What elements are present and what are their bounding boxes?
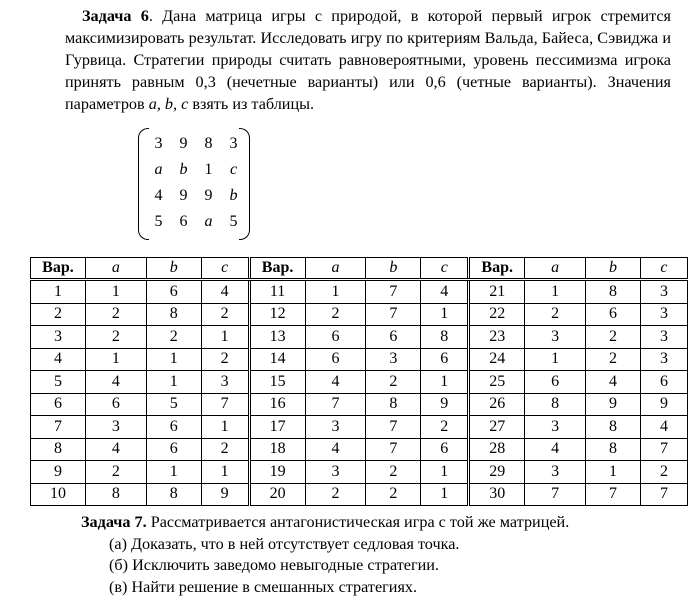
table-cell: 6 xyxy=(146,416,201,439)
column-header: b xyxy=(586,258,641,280)
table-cell: 21 xyxy=(469,280,525,304)
table-cell: 19 xyxy=(249,461,305,484)
table-cell: 1 xyxy=(201,416,249,439)
table-cell: 7 xyxy=(366,438,421,461)
table-cell: 8 xyxy=(586,438,641,461)
table-cell: 4 xyxy=(305,371,366,394)
matrix-cell: b xyxy=(179,161,188,178)
column-header: Вар. xyxy=(31,258,86,280)
matrix-cell: 5 xyxy=(154,213,163,230)
table-cell: 6 xyxy=(586,303,641,326)
table-cell: 5 xyxy=(31,371,86,394)
table-cell: 25 xyxy=(469,371,525,394)
task6-title: Задача 6 xyxy=(82,7,149,25)
table-cell: 1 xyxy=(146,461,201,484)
table-cell: 6 xyxy=(31,393,86,416)
table-cell: 2 xyxy=(201,303,249,326)
table-cell: 20 xyxy=(249,483,305,506)
table-cell: 1 xyxy=(201,326,249,349)
table-cell: 1 xyxy=(85,280,146,304)
table-cell: 2 xyxy=(640,461,687,484)
table-cell: 1 xyxy=(421,483,469,506)
table-cell: 2 xyxy=(586,326,641,349)
table-cell: 1 xyxy=(421,371,469,394)
table-cell: 8 xyxy=(85,483,146,506)
table-cell: 3 xyxy=(640,303,687,326)
table-cell: 1 xyxy=(305,280,366,304)
table-cell: 2 xyxy=(366,483,421,506)
table-cell: 3 xyxy=(525,416,586,439)
matrix-cell: 8 xyxy=(204,135,213,152)
table-cell: 9 xyxy=(201,483,249,506)
table-cell: 4 xyxy=(525,438,586,461)
table-cell: 3 xyxy=(201,371,249,394)
table-row xyxy=(31,303,688,326)
table-cell: 8 xyxy=(146,483,201,506)
table-cell: 14 xyxy=(249,348,305,371)
table-cell: 2 xyxy=(201,348,249,371)
column-header: a xyxy=(85,258,146,280)
table-cell: 1 xyxy=(525,348,586,371)
matrix-cell: 4 xyxy=(154,187,163,204)
matrix-cell: b xyxy=(229,187,238,204)
table-cell: 7 xyxy=(366,280,421,304)
table-cell: 2 xyxy=(146,326,201,349)
table-cell: 4 xyxy=(640,416,687,439)
table-cell: 11 xyxy=(249,280,305,304)
table-cell: 3 xyxy=(640,326,687,349)
matrix-cell: 9 xyxy=(179,135,188,152)
table-cell: 4 xyxy=(31,348,86,371)
table-cell: 2 xyxy=(85,303,146,326)
table-cell: 18 xyxy=(249,438,305,461)
table-cell: 7 xyxy=(640,483,687,506)
table-cell: 2 xyxy=(305,483,366,506)
table-row xyxy=(31,393,688,416)
table-cell: 6 xyxy=(366,326,421,349)
table-cell: 7 xyxy=(31,416,86,439)
table-cell: 1 xyxy=(201,461,249,484)
table-cell: 6 xyxy=(421,348,469,371)
table-cell: 13 xyxy=(249,326,305,349)
table-cell: 4 xyxy=(201,280,249,304)
table-cell: 4 xyxy=(421,280,469,304)
table-cell: 6 xyxy=(640,371,687,394)
table-cell: 7 xyxy=(366,303,421,326)
column-header: c xyxy=(201,258,249,280)
table-cell: 8 xyxy=(146,303,201,326)
table-cell: 1 xyxy=(525,280,586,304)
table-cell: 3 xyxy=(85,416,146,439)
table-cell: 3 xyxy=(640,280,687,304)
table-cell: 5 xyxy=(146,393,201,416)
task6-text-end: взять из таблицы. xyxy=(188,95,315,113)
table-cell: 6 xyxy=(305,326,366,349)
task6-paragraph xyxy=(65,5,671,115)
table-cell: 4 xyxy=(305,438,366,461)
table-cell: 1 xyxy=(586,461,641,484)
table-cell: 3 xyxy=(640,348,687,371)
table-row xyxy=(31,483,688,506)
table-cell: 27 xyxy=(469,416,525,439)
table-cell: 3 xyxy=(525,326,586,349)
matrix-cell: 3 xyxy=(229,135,238,152)
table-cell: 2 xyxy=(366,461,421,484)
column-header: Вар. xyxy=(469,258,525,280)
task7 xyxy=(81,512,570,598)
table-cell: 8 xyxy=(421,326,469,349)
table-cell: 22 xyxy=(469,303,525,326)
matrix-cell: 3 xyxy=(154,135,163,152)
table-cell: 2 xyxy=(366,371,421,394)
task7-item: (б) Исключить заведомо невыгодные стратегии. xyxy=(109,556,439,574)
table-cell: 7 xyxy=(640,438,687,461)
table-cell: 17 xyxy=(249,416,305,439)
table-row xyxy=(31,348,688,371)
table-cell: 8 xyxy=(586,280,641,304)
table-cell: 6 xyxy=(305,348,366,371)
table-cell: 7 xyxy=(305,393,366,416)
table-cell: 2 xyxy=(85,461,146,484)
table-row xyxy=(31,416,688,439)
table-row xyxy=(31,461,688,484)
table-cell: 3 xyxy=(366,348,421,371)
table-cell: 2 xyxy=(31,303,86,326)
table-cell: 1 xyxy=(146,371,201,394)
table-row xyxy=(31,326,688,349)
table-cell: 1 xyxy=(31,280,86,304)
table-cell: 10 xyxy=(31,483,86,506)
table-cell: 9 xyxy=(31,461,86,484)
table-cell: 2 xyxy=(525,303,586,326)
table-cell: 3 xyxy=(305,461,366,484)
table-cell: 16 xyxy=(249,393,305,416)
matrix-cell: a xyxy=(204,213,213,230)
table-cell: 2 xyxy=(201,438,249,461)
table-cell: 3 xyxy=(31,326,86,349)
table-cell: 30 xyxy=(469,483,525,506)
payoff-matrix xyxy=(138,128,250,238)
table-cell: 1 xyxy=(421,461,469,484)
table-cell: 7 xyxy=(525,483,586,506)
table-cell: 12 xyxy=(249,303,305,326)
matrix-cell: 9 xyxy=(179,187,188,204)
table-cell: 7 xyxy=(201,393,249,416)
table-cell: 3 xyxy=(525,461,586,484)
column-header: b xyxy=(366,258,421,280)
table-cell: 8 xyxy=(586,416,641,439)
table-cell: 3 xyxy=(305,416,366,439)
table-cell: 2 xyxy=(586,348,641,371)
table-cell: 2 xyxy=(85,326,146,349)
table-cell: 29 xyxy=(469,461,525,484)
table-cell: 4 xyxy=(586,371,641,394)
right-paren xyxy=(239,128,250,240)
table-row xyxy=(31,438,688,461)
table-cell: 1 xyxy=(146,348,201,371)
table-cell: 6 xyxy=(421,438,469,461)
table-row xyxy=(31,371,688,394)
table-cell: 4 xyxy=(85,371,146,394)
task7-title: Задача 7. xyxy=(81,513,147,531)
matrix-cell: 9 xyxy=(204,187,213,204)
table-cell: 7 xyxy=(366,416,421,439)
table-cell: 9 xyxy=(421,393,469,416)
table-cell: 6 xyxy=(146,280,201,304)
table-cell: 8 xyxy=(525,393,586,416)
table-cell: 24 xyxy=(469,348,525,371)
table-cell: 28 xyxy=(469,438,525,461)
column-header: a xyxy=(525,258,586,280)
table-cell: 4 xyxy=(85,438,146,461)
table-cell: 1 xyxy=(421,303,469,326)
variants-table xyxy=(30,257,688,506)
table-cell: 9 xyxy=(586,393,641,416)
column-header: c xyxy=(640,258,687,280)
matrix-cell: c xyxy=(229,161,238,178)
table-cell: 7 xyxy=(586,483,641,506)
matrix-cell: 1 xyxy=(204,161,213,178)
column-header: c xyxy=(421,258,469,280)
task6-params: a, b, c xyxy=(148,95,189,113)
task6-text: . Дана матрица игры с природой, в которой первый игрок стремится максимизировать результат. Исследовать игру по критериям Вальда, Байеса, Сэвиджа и Гурвица. Стратегии природы считать равновероятными, уровень пессимизма игрока принять равным 0,3 (нечетные варианты) или 0,6 (четные варианты). Значения параметров xyxy=(65,7,671,113)
table-cell: 6 xyxy=(85,393,146,416)
task7-item: (в) Найти решение в смешанных стратегиях. xyxy=(109,577,418,596)
table-cell: 1 xyxy=(85,348,146,371)
column-header: b xyxy=(146,258,201,280)
table-cell: 26 xyxy=(469,393,525,416)
matrix-cell: 5 xyxy=(229,213,238,230)
table-cell: 8 xyxy=(31,438,86,461)
matrix-cell: a xyxy=(154,161,163,178)
matrix-cell: 6 xyxy=(179,213,188,230)
table-cell: 6 xyxy=(146,438,201,461)
table-cell: 23 xyxy=(469,326,525,349)
task7-text: Рассматривается антагонистическая игра с той же матрицей. xyxy=(146,513,570,531)
column-header: a xyxy=(305,258,366,280)
column-header: Вар. xyxy=(249,258,305,280)
table-cell: 2 xyxy=(421,416,469,439)
table-cell: 15 xyxy=(249,371,305,394)
table-cell: 2 xyxy=(305,303,366,326)
table-cell: 6 xyxy=(525,371,586,394)
table-row xyxy=(31,280,688,304)
table-cell: 8 xyxy=(366,393,421,416)
task7-item: (а) Доказать, что в ней отсутствует седловая точка. xyxy=(109,534,460,553)
table-cell: 9 xyxy=(640,393,687,416)
